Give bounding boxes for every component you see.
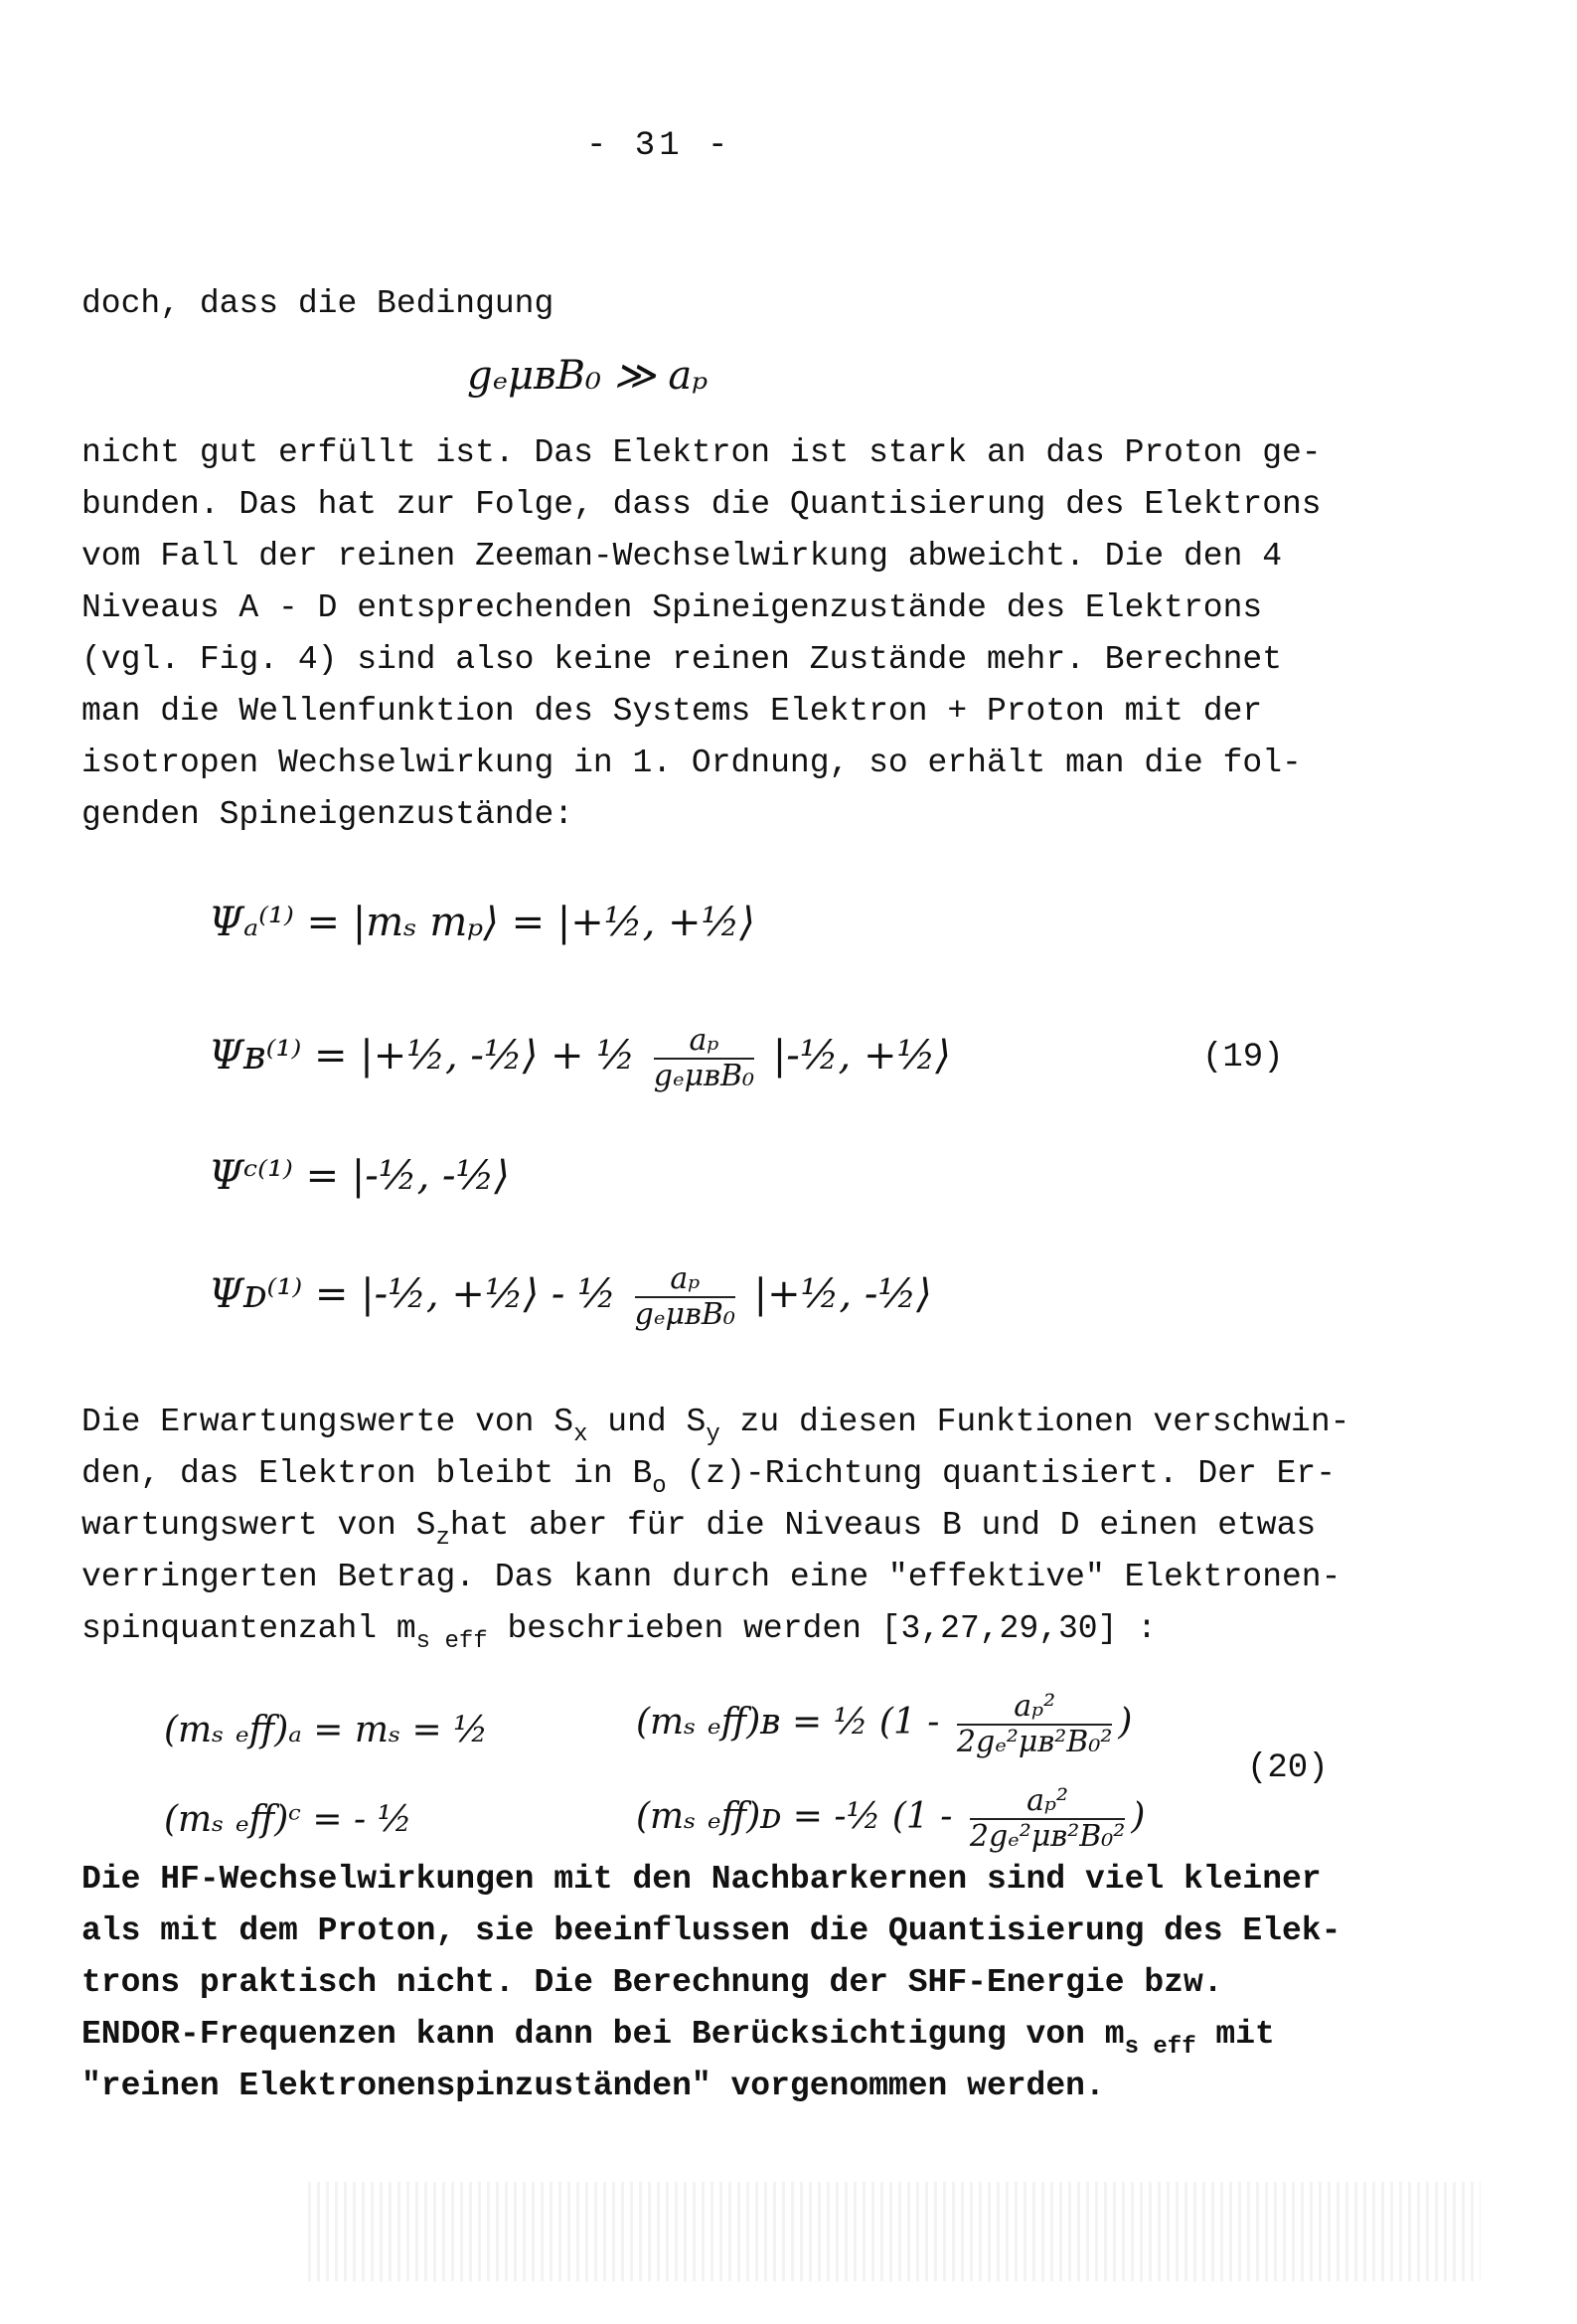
paragraph-line: nicht gut erfüllt ist. Das Elektron ist stark an das Proton ge-: [81, 434, 1322, 471]
fraction: [957, 1690, 1112, 1759]
subscript: y: [706, 1421, 720, 1448]
equation-part: (mₛ ₑff)ᴅ = -½ (1 -: [636, 1796, 953, 1837]
text-run: wartungswert von S: [81, 1507, 436, 1544]
condition-equation: gₑμʙB₀ ≫ aₚ: [467, 353, 709, 399]
fraction: [970, 1784, 1125, 1854]
paragraph-line: [81, 1603, 1157, 1668]
equation-mseff-d: [636, 1784, 1145, 1854]
fraction-denominator: gₑμʙB₀: [653, 1059, 755, 1093]
paragraph-line: "reinen Elektronenspinzuständen" vorgenommen werden.: [81, 2068, 1105, 2104]
text-run: den, das Elektron bleibt in B: [81, 1455, 653, 1492]
equation-part: Ψʙ⁽¹⁾ = |+½, -½⟩ + ½: [209, 1033, 636, 1079]
paragraph-line: doch, dass die Bedingung: [81, 285, 554, 322]
subscript: o: [652, 1473, 667, 1500]
equation-mseff-c: (mₛ ₑff)ᶜ = - ½: [164, 1799, 412, 1840]
text-run: ENDOR-Frequenzen kann dann bei Berücksichtigung von m: [81, 2016, 1125, 2053]
fraction-denominator: 2gₑ²μʙ²B₀²: [956, 1725, 1113, 1759]
paragraph-line: Die HF-Wechselwirkungen mit den Nachbarkernen sind viel kleiner: [81, 1861, 1322, 1898]
fraction-numerator: aₚ²: [970, 1784, 1125, 1820]
equation-part: |-½, +½⟩: [772, 1033, 951, 1079]
fraction-numerator: aₚ²: [957, 1690, 1112, 1726]
equation-mseff-a: (mₛ ₑff)ₐ = mₛ = ½: [164, 1710, 489, 1750]
text-run: und S: [587, 1404, 707, 1440]
equation-part: ): [1118, 1702, 1133, 1743]
equation-mseff-b: [636, 1690, 1132, 1759]
text-run: spinquantenzahl m: [81, 1610, 416, 1647]
text-run: zu diesen Funktionen verschwin-: [719, 1404, 1350, 1440]
text-run: hat aber für die Niveaus B und D einen etwas: [449, 1507, 1317, 1544]
paragraph-line: man die Wellenfunktion des Systems Elektron + Proton mit der: [81, 693, 1263, 730]
equation-number: (19): [1202, 1039, 1284, 1077]
paragraph-line: als mit dem Proton, sie beeinflussen die Quantisierung des Elek-: [81, 1912, 1341, 1949]
fraction-denominator: 2gₑ²μʙ²B₀²: [969, 1819, 1126, 1854]
equation-part: ): [1131, 1796, 1146, 1837]
scan-noise: [308, 2182, 1481, 2281]
equation-part: Ψᴅ⁽¹⁾ = |-½, +½⟩ - ½: [209, 1271, 616, 1317]
equation-part: |+½, -½⟩: [753, 1271, 932, 1317]
subscript: z: [435, 1525, 450, 1552]
fraction-denominator: gₑμʙB₀: [634, 1297, 735, 1332]
equation-psi-a: Ψₐ⁽¹⁾ = |mₛ mₚ⟩ = |+½, +½⟩: [209, 900, 755, 945]
paragraph-line: bunden. Das hat zur Folge, dass die Quantisierung des Elektrons: [81, 486, 1322, 523]
subscript: s eff: [1124, 2034, 1196, 2061]
fraction-numerator: aₚ: [654, 1024, 754, 1060]
text-run: mit: [1195, 2016, 1275, 2053]
equation-psi-d: [209, 1262, 932, 1332]
paragraph-line: (vgl. Fig. 4) sind also keine reinen Zustände mehr. Berechnet: [81, 641, 1282, 678]
paragraph-line: trons praktisch nicht. Die Berechnung der SHF-Energie bzw.: [81, 1964, 1223, 2001]
page-number: - 31 -: [586, 127, 732, 165]
equation-psi-c: Ψᶜ⁽¹⁾ = |-½, -½⟩: [209, 1153, 510, 1199]
text-run: Die Erwartungswerte von S: [81, 1404, 574, 1440]
fraction: [635, 1262, 735, 1332]
paragraph-line: Niveaus A - D entsprechenden Spineigenzustände des Elektrons: [81, 589, 1263, 626]
equation-part: (mₛ ₑff)ʙ = ½ (1 -: [636, 1702, 940, 1743]
subscript: x: [573, 1421, 588, 1448]
paragraph-line: verringerten Betrag. Das kann durch eine "effektive" Elektronen-: [81, 1559, 1341, 1595]
text-run: (z)-Richtung quantisiert. Der Er-: [666, 1455, 1337, 1492]
paragraph-line: vom Fall der reinen Zeeman-Wechselwirkung abweicht. Die den 4: [81, 538, 1282, 575]
paragraph-line: genden Spineigenzustände:: [81, 796, 574, 833]
equation-number: (20): [1247, 1749, 1329, 1787]
fraction-numerator: aₚ: [635, 1262, 735, 1298]
paragraph-line: isotropen Wechselwirkung in 1. Ordnung, so erhält man die fol-: [81, 745, 1302, 781]
equation-psi-b: [209, 1024, 951, 1093]
fraction: [654, 1024, 754, 1093]
subscript: s eff: [415, 1628, 488, 1655]
text-run: beschrieben werden [3,27,29,30] :: [487, 1610, 1157, 1647]
